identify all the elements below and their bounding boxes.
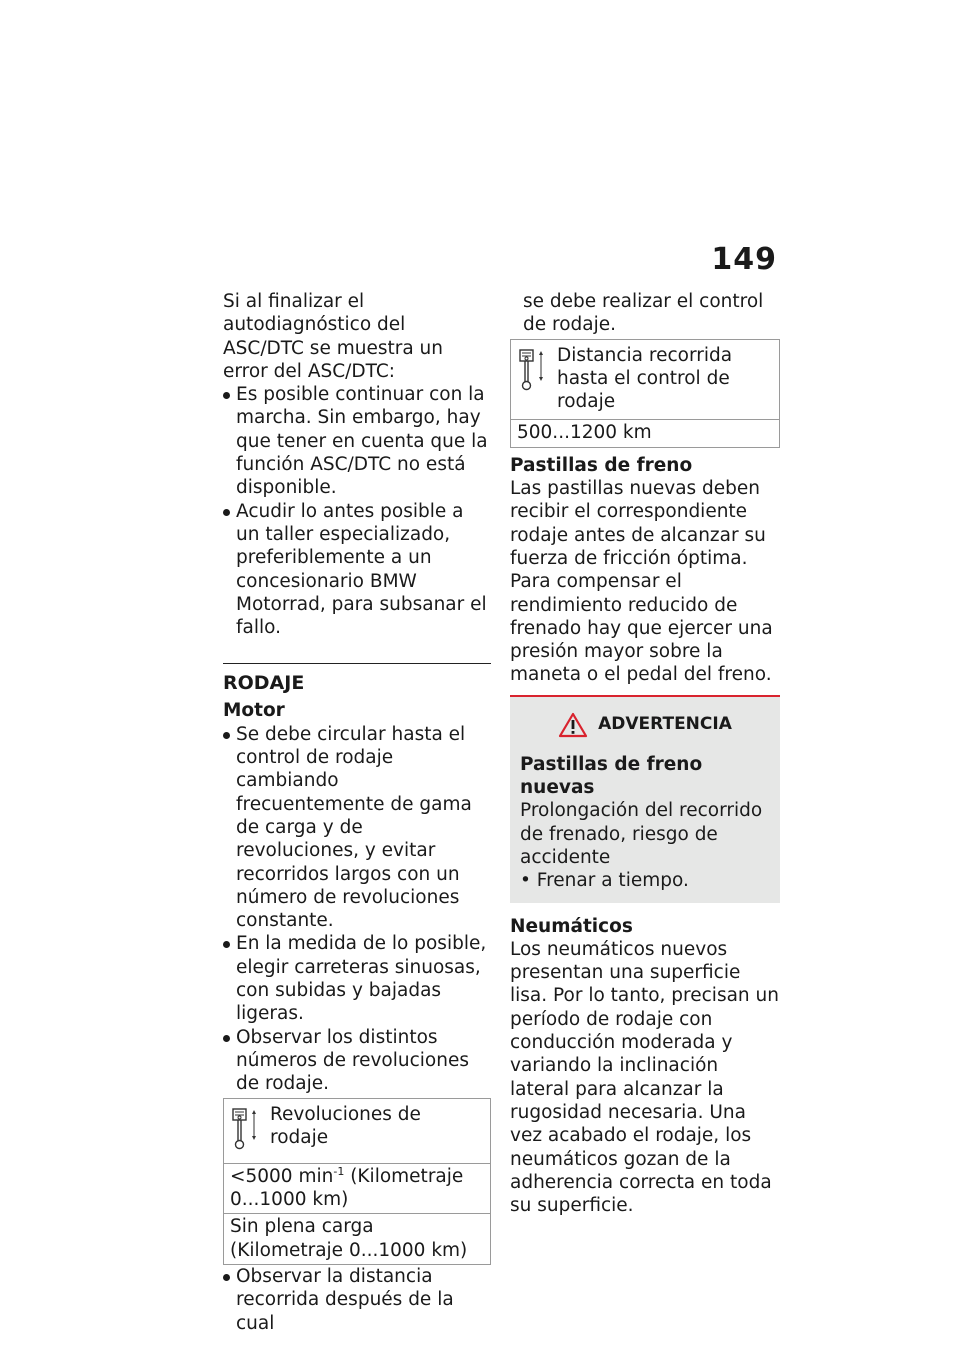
- left-column: [223, 290, 491, 1335]
- page-number: 149: [711, 242, 777, 277]
- list-item: Es posible continuar con la marcha. Sin embargo, hay que tener en cuenta que la función ASC/DTC no está disponible.: [223, 383, 491, 499]
- rpm-table-header: [224, 1099, 490, 1163]
- right-column: [510, 290, 780, 1217]
- list-item: En la medida de lo posible, elegir carreteras sinuosas, con subidas y bajadas ligeras.: [223, 932, 491, 1025]
- list-item: Observar los distintos números de revoluciones de rodaje.: [223, 1026, 491, 1096]
- warning-subtitle: Pastillas de freno nuevas: [520, 753, 703, 799]
- rpm-table-title: Revoluciones de rodaje: [270, 1103, 421, 1148]
- list-item: Observar la distancia recorrida después de la cual: [223, 1265, 491, 1335]
- rpm-table: [223, 1098, 491, 1265]
- final-bullets: [223, 1265, 491, 1335]
- warning-action: • Frenar a tiempo.: [520, 870, 689, 892]
- asc-dtc-bullets: [223, 383, 491, 639]
- warning-label: ADVERTENCIA: [598, 714, 732, 735]
- list-item: Se debe circular hasta el control de rodaje cambiando frecuentemente de gama de carga y de revoluciones, y evitar recorridos largos con un número de revoluciones constante.: [223, 723, 491, 933]
- warning-title: [520, 711, 770, 739]
- asc-dtc-intro: Si al finalizar el autodiagnóstico del ASC/DTC se muestra un error del ASC/DTC:: [223, 291, 444, 382]
- rpm-value: <5000 min: [230, 1165, 334, 1187]
- tires-heading: Neumáticos: [510, 915, 633, 937]
- engine-piston-icon: [230, 1103, 266, 1157]
- warning-box: [510, 695, 780, 903]
- bullet-continuation: se debe realizar el control de rodaje.: [523, 291, 764, 336]
- warning-triangle-icon: [558, 711, 588, 739]
- motor-bullets: [223, 723, 491, 1096]
- rpm-unit-exponent: -1: [333, 1164, 345, 1178]
- distance-table: [510, 339, 780, 448]
- table-row: 500...1200 km: [511, 419, 779, 446]
- distance-table-title: Distancia recorrida hasta el control de rodaje: [557, 344, 733, 413]
- brakes-text: Las pastillas nuevas deben recibir el correspondiente rodaje antes de alcanzar su fuerza de fricción óptima. Para compensar el rendimiento reducido de frenado hay que ejercer una presión mayor sobre la maneta o el pedal del freno.: [510, 478, 773, 686]
- table-row: Sin plena carga (Kilometraje 0...1000 km): [224, 1213, 490, 1264]
- engine-piston-icon: [517, 344, 553, 414]
- section-title: RODAJE: [223, 672, 305, 695]
- motor-heading: Motor: [223, 700, 285, 722]
- brakes-heading: Pastillas de freno: [510, 454, 693, 476]
- tires-text: Los neumáticos nuevos presentan una superficie lisa. Por lo tanto, precisan un período de rodaje con conducción moderada y variando la inclinación lateral para alcanzar la rugosidad necesaria. Una vez acabado el rodaje, los neumáticos gozan de la adherencia correcta en toda su superficie.: [510, 938, 779, 1217]
- distance-table-header: [511, 340, 779, 420]
- rpm-mileage: (Kilometraje 0...1000 km): [230, 1165, 464, 1211]
- table-row: [224, 1163, 490, 1214]
- warning-text: Prolongación del recorrido de frenado, riesgo de accidente: [520, 800, 763, 868]
- section-divider: [223, 663, 491, 664]
- list-item: Acudir lo antes posible a un taller especializado, preferiblemente a un concesionario BMW Motorrad, para subsanar el fallo.: [223, 500, 491, 640]
